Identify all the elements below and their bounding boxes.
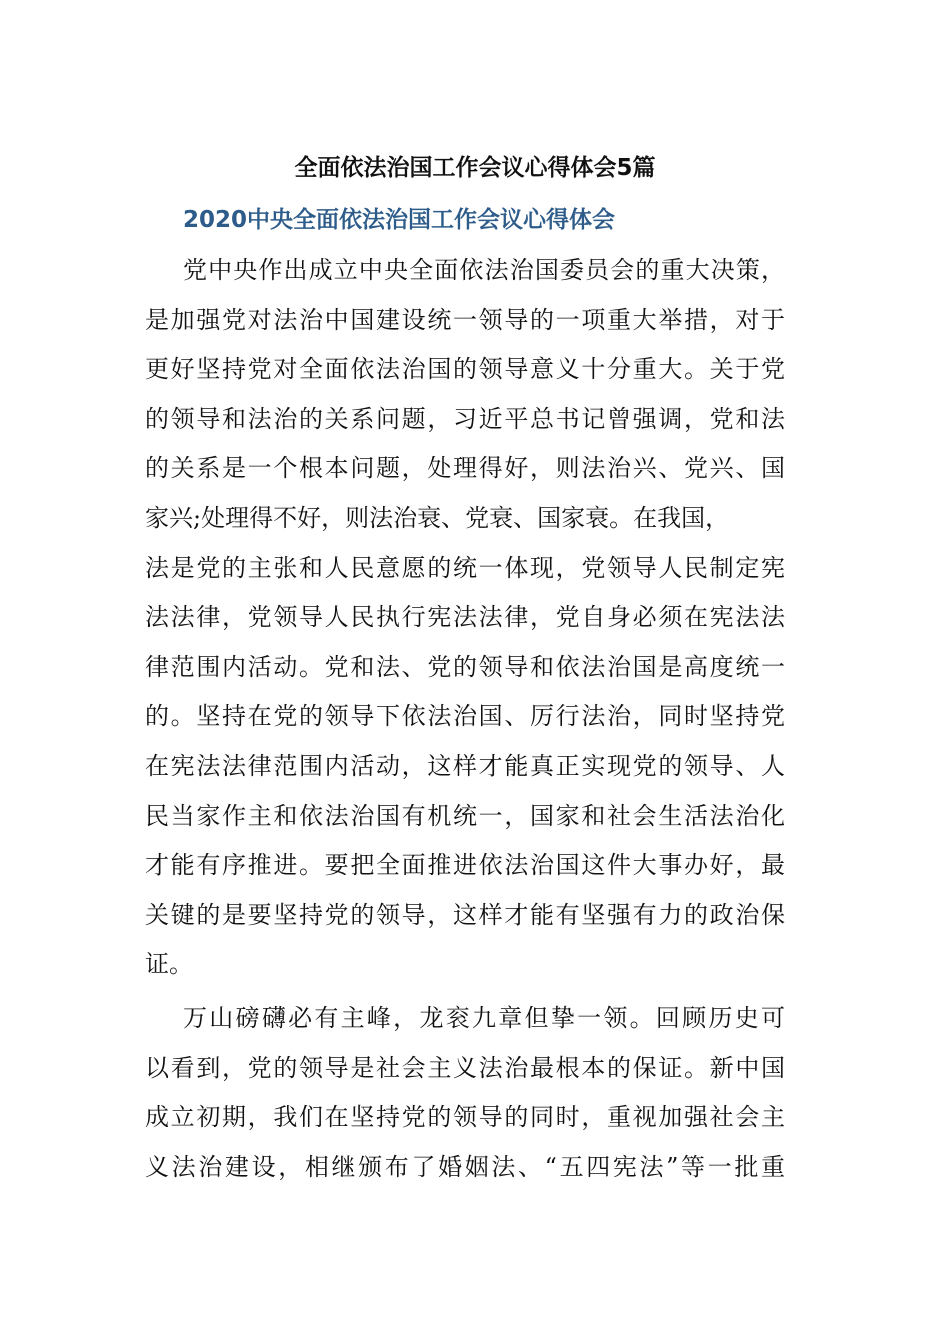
paragraph-line: 成立初期，我们在坚持党的领导的同时，重视加强社会主 bbox=[145, 1103, 785, 1132]
paragraph-1 bbox=[145, 246, 785, 990]
paragraph-line: 家兴;处理得不好，则法治衰、党衰、国家衰。在我国， bbox=[145, 503, 730, 532]
paragraph-line: 以看到，党的领导是社会主义法治最根本的保证。新中国 bbox=[145, 1053, 785, 1082]
paragraph-line: 民当家作主和依法治国有机统一，国家和社会生活法治化 bbox=[145, 801, 785, 830]
paragraph-line: 的。坚持在党的领导下依法治国、厉行法治，同时坚持党 bbox=[145, 702, 785, 731]
paragraph-line: 证。 bbox=[145, 950, 193, 979]
paragraph-line: 才能有序推进。要把全面推进依法治国这件大事办好，最 bbox=[145, 851, 785, 880]
paragraph-line: 的关系是一个根本问题，处理得好，则法治兴、党兴、国 bbox=[145, 454, 785, 483]
paragraph-line: 法是党的主张和人民意愿的统一体现，党领导人民制定宪 bbox=[145, 553, 785, 582]
paragraph-line: 义法治建设，相继颁布了婚姻法、“五四宪法”等一批重 bbox=[145, 1152, 785, 1181]
paragraph-2 bbox=[145, 994, 785, 1192]
document-title: 全面依法治国工作会议心得体会5篇 bbox=[294, 155, 656, 181]
paragraph-line: 的领导和法治的关系问题，习近平总书记曾强调，党和法 bbox=[145, 404, 785, 433]
paragraph-line: 万山磅礴必有主峰，龙衮九章但挚一领。回顾历史可 bbox=[183, 1004, 785, 1032]
paragraph-line: 是加强党对法治中国建设统一领导的一项重大举措，对于 bbox=[145, 305, 785, 334]
paragraph-line: 法法律，党领导人民执行宪法法律，党自身必须在宪法法 bbox=[145, 603, 785, 632]
paragraph-line: 关键的是要坚持党的领导，这样才能有坚强有力的政治保 bbox=[145, 900, 785, 929]
paragraph-line: 在宪法法律范围内活动，这样才能真正实现党的领导、人 bbox=[145, 751, 785, 780]
paragraph-line: 党中央作出成立中央全面依法治国委员会的重大决策， bbox=[183, 256, 785, 284]
paragraph-line: 律范围内活动。党和法、党的领导和依法治国是高度统一 bbox=[145, 652, 785, 681]
paragraph-line: 更好坚持党对全面依法治国的领导意义十分重大。关于党 bbox=[145, 355, 785, 384]
section-heading: 2020中央全面依法治国工作会议心得体会 bbox=[183, 207, 616, 233]
